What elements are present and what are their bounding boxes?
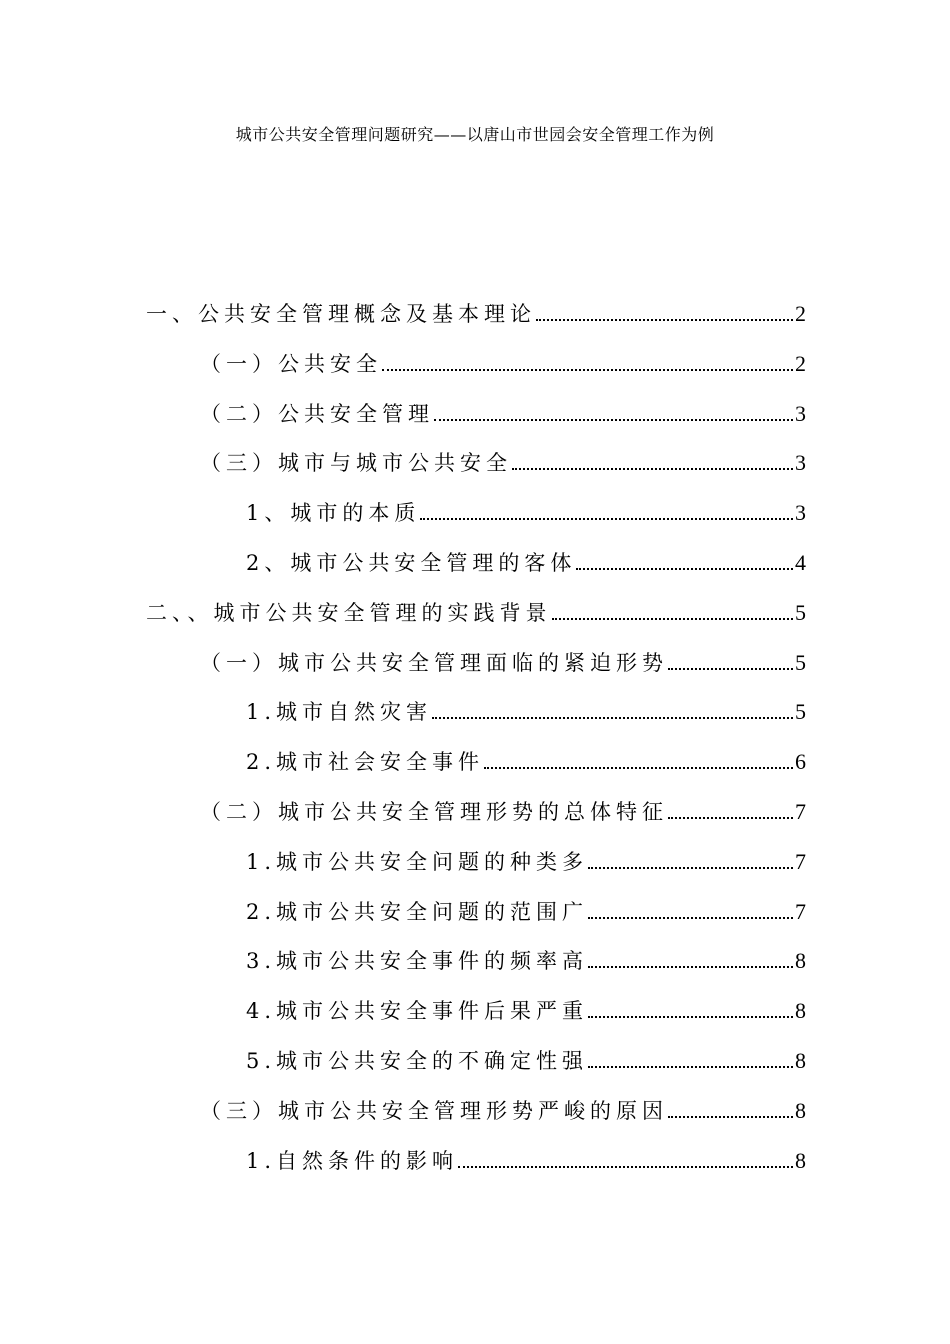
- toc-entry-page-number: 4: [795, 550, 806, 575]
- toc-entry-label: 1、城市的本质: [246, 501, 421, 526]
- toc-entry[interactable]: [200, 1085, 806, 1125]
- toc-entry[interactable]: [146, 288, 806, 328]
- toc-entry-label: 1.自然条件的影响: [246, 1148, 459, 1173]
- toc-entry-label: 5.城市公共安全的不确定性强: [246, 1049, 589, 1073]
- toc-entry[interactable]: [246, 836, 806, 876]
- toc-entry-label: （二）城市公共安全管理形势的总体特征: [200, 800, 668, 824]
- toc-dot-leader: [382, 369, 793, 371]
- toc-dot-leader: [484, 767, 793, 769]
- toc-entry-label: 3.城市公共安全事件的频率高: [246, 949, 589, 974]
- toc-dot-leader: [668, 1116, 793, 1118]
- toc-entry-page-number: 7: [795, 799, 806, 824]
- page-header: 城市公共安全管理问题研究——以唐山市世园会安全管理工作为例: [235, 125, 715, 144]
- toc-entry-page-number: 8: [795, 1147, 806, 1173]
- toc-entry-label: 一、公共安全管理概念及基本理论: [146, 302, 536, 326]
- toc-entry[interactable]: [200, 388, 806, 428]
- toc-entry[interactable]: [246, 736, 806, 776]
- toc-entry-page-number: 5: [795, 649, 806, 675]
- toc-dot-leader: [512, 468, 793, 470]
- toc-entry-page-number: 3: [795, 400, 806, 426]
- toc-entry[interactable]: [246, 537, 806, 577]
- toc-entry-label: （三）城市与城市公共安全: [200, 451, 512, 476]
- toc-entry-page-number: 3: [795, 500, 806, 526]
- toc-dot-leader: [588, 867, 793, 869]
- toc-entry-page-number: 3: [795, 450, 806, 476]
- toc-dot-leader: [668, 817, 793, 819]
- toc-entry[interactable]: [246, 935, 806, 975]
- toc-entry[interactable]: [246, 1135, 806, 1175]
- toc-dot-leader: [588, 1066, 793, 1068]
- toc-entry-label: 二、、城市公共安全管理的实践背景: [146, 600, 552, 625]
- toc-entry-label: （一）城市公共安全管理面临的紧迫形势: [200, 650, 668, 675]
- toc-entry-label: 1.城市公共安全问题的种类多: [246, 849, 589, 874]
- toc-entry-page-number: 6: [795, 749, 806, 775]
- toc-entry[interactable]: [246, 686, 806, 726]
- toc-entry-label: 4.城市公共安全事件后果严重: [246, 999, 589, 1024]
- toc-dot-leader: [588, 917, 793, 919]
- toc-entry[interactable]: [200, 437, 806, 477]
- toc-entry-page-number: 5: [795, 699, 806, 725]
- toc-dot-leader: [552, 618, 794, 620]
- toc-entry-page-number: 8: [795, 948, 806, 974]
- toc-entry[interactable]: [246, 985, 806, 1025]
- toc-entry-label: （一）公共安全: [200, 351, 382, 376]
- toc-entry-label: 2.城市公共安全问题的范围广: [246, 899, 589, 924]
- toc-dot-leader: [668, 668, 793, 670]
- toc-entry[interactable]: [246, 886, 806, 926]
- toc-entry[interactable]: [246, 1035, 806, 1075]
- toc-entry[interactable]: [146, 587, 806, 627]
- toc-entry-page-number: 5: [795, 599, 806, 625]
- toc-entry-page-number: 7: [795, 848, 806, 874]
- toc-dot-leader: [434, 419, 793, 421]
- toc-entry-label: （三）城市公共安全管理形势严峻的原因: [200, 1098, 668, 1123]
- toc-entry-label: 2、城市公共安全管理的客体: [246, 551, 577, 575]
- toc-entry-label: （二）公共安全管理: [200, 401, 434, 426]
- toc-entry-page-number: 2: [795, 350, 806, 376]
- toc-entry[interactable]: [200, 338, 806, 378]
- toc-entry-page-number: 8: [795, 1048, 806, 1073]
- toc-entry-page-number: 8: [795, 998, 806, 1024]
- toc-entry-label: 2.城市社会安全事件: [246, 750, 485, 775]
- toc-dot-leader: [588, 966, 793, 968]
- toc-entry[interactable]: [246, 487, 806, 527]
- toc-entry[interactable]: [200, 786, 806, 826]
- toc-entry-page-number: 7: [795, 898, 806, 924]
- toc-dot-leader: [588, 1016, 793, 1018]
- toc-dot-leader: [420, 518, 793, 520]
- toc-entry[interactable]: [200, 637, 806, 677]
- toc-dot-leader: [576, 568, 793, 570]
- toc-entry-label: 1.城市自然灾害: [246, 700, 433, 725]
- toc-entry-page-number: 8: [795, 1097, 806, 1123]
- toc-dot-leader: [432, 717, 793, 719]
- toc-dot-leader: [536, 319, 793, 321]
- toc-dot-leader: [458, 1166, 793, 1168]
- toc-entry-page-number: 2: [795, 301, 806, 326]
